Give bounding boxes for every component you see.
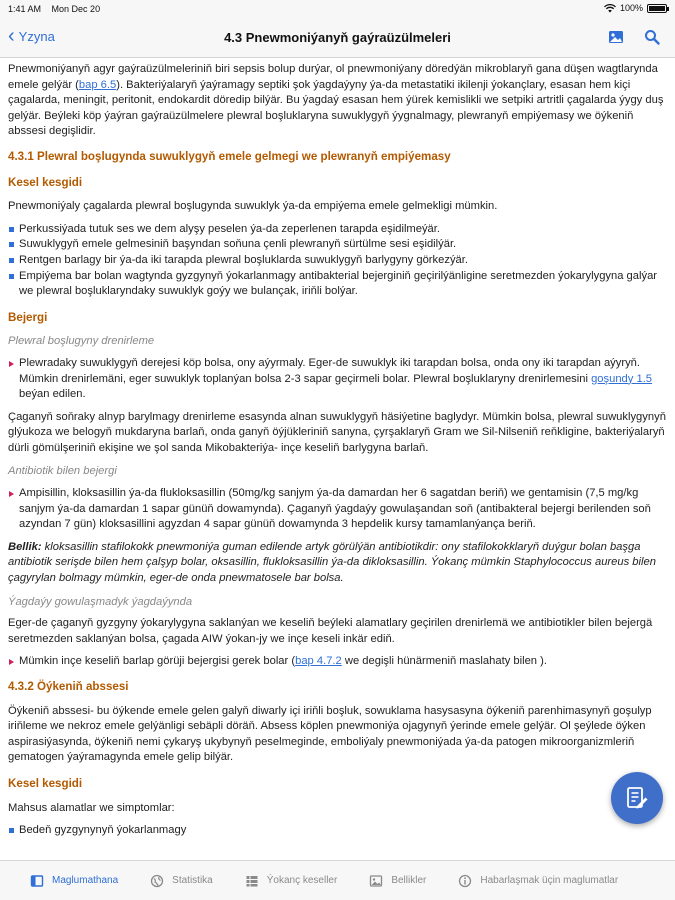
intro-text-end: ). Bakteriýalaryň ýaýramagy septiki şok ýagdaýyny ýa-da metastatiki ikilenji ýokançlary, esasan hem kiçi çagalarda, meningit, peritonit, endokardit döredip bilýär. Bu ýagdaý esasan hem ýürek kemislikli we setpiki artritli çagalarda ýygy duş gelýär. Beýleki köp ýaýran gaýraüzülmelere plewral boşluklaryna suwuklygyň ýygnalmagy, plewranyň empiýemasy we öýkeniň abssesi degişlidir.	[8, 78, 664, 138]
tab-label: Statistika	[172, 875, 213, 886]
battery-fill	[649, 6, 665, 11]
list-item: Perkussiýada tutuk ses we dem alyşy peselen ýa-da zeperlenen tarapda eşidilmeýär.	[8, 222, 667, 238]
section-heading-pleural: 4.3.1 Plewral boşlugynda suwuklygyň emele gelmegi we plewranyň empiýemasy	[8, 149, 451, 163]
edit-note-icon	[624, 785, 650, 811]
list-item: Empiýema bar bolan wagtynda gyzgynyň ýokarlanmagy antibakterial bejerginiň geçirilýänligine seretmezden ýokarylygyna galýar we plewral boşluklaryndaky suwuklyk goýy we bulançak, iriňli bolýar.	[8, 269, 667, 300]
antibiotic-heading: Antibiotik bilen bejergi	[8, 465, 117, 478]
book-icon	[30, 874, 44, 888]
add-note-button[interactable]	[611, 772, 663, 824]
status-right	[604, 3, 667, 13]
abscess-paragraph: Öýkeniň abssesi- bu öýkende emele gelen galyň diwarly içi iriňli boşluk, sowuklama hasysasyna öýkeniň parenhimasynyň goşulyp iriňleme we nekroz emele gelýänligi sebäpli döräň. Absess köplen pnewmoniýa ojagynyň ýerinde emele gelýär. Ol şeýlede öýken aspirasiýasynda, öýkeniň nemi çykaryş ukybynyň peselmeginde, emboliýaly pnewmoniýada ýa-da patogen mikroorganizmleriň gematogen ýaýramagynda emele gelip bilýär.	[8, 704, 652, 764]
treatment-heading: Bejergi	[8, 310, 48, 324]
tab-label: Bellikler	[391, 875, 427, 886]
list-item: Rentgen barlagy bir ýa-da iki tarapda plewral boşluklarda suwuklygyň barlygyny görkezýär.	[8, 253, 667, 269]
chevron-left-icon: ‹	[8, 25, 15, 47]
tab-yokanc-keseller[interactable]	[245, 874, 338, 888]
list-item: Bedeň gyzgynynyň ýokarlanmagy	[8, 823, 667, 839]
link-gosundy-1-5[interactable]: goşundy 1.5	[591, 372, 653, 385]
info-icon	[458, 874, 472, 888]
list-item: Ampisillin, kloksasillin ýa-da flukloksasillin (50mg/kg sanjym ýa-da damardan her 6 sagatdan beriň) we gentamisin (7,5 mg/kg sanjym ýa-da damardan 1 sapar günüň dowamynda). Çaganyň ýagdaýy gowulaşandan soň (antibakteral bejergi berilenden soň azyndan 7 gün) kloksasillini agyzdan 4 sapar günüň dowamynda 3 hepdelik kursy tamamlanýança beriň.	[8, 486, 667, 533]
list-item: Suwuklygyň emele gelmesiniň başyndan soňuna çenli plewranyň sürtülme sesi eşidilýär.	[8, 237, 667, 253]
not-improving-heading: Ýagdaýy gowulaşmadyk ýagdaýynda	[8, 595, 193, 608]
tab-maglumathana[interactable]	[30, 874, 118, 888]
article-content[interactable]	[0, 58, 675, 860]
page-title: 4.3 Pnewmoniýanyň gaýraüzülmeleri	[224, 30, 451, 45]
drainage-paragraph: Çaganyň soňraky alnyp barylmagy drenirleme esasynda alnan suwuklygyň häsiýetine baglydyr. Mümkin bolsa, plewral suwuklygynyň glýukoza we belogyň mukdaryna barlaň, onda ganyň öýjükleriniň sanyna, çyrşaklaryň Gram we Sil-Nilseniň reňkligine, bakteriýalaryň dürli gömülşeriniň ekişine we şol sanda Mikobakteriýa- inçe keseliň barlygyna barlaň.	[8, 410, 666, 454]
tab-label: Ýokanç keseller	[266, 875, 338, 886]
grid-icon	[245, 874, 259, 888]
list-item	[8, 356, 667, 403]
tab-habarlasmak[interactable]	[458, 874, 618, 888]
not-improving-list	[8, 654, 667, 670]
tab-bar	[0, 860, 675, 900]
symptoms-paragraph: Mahsus alamatlar we simptomlar:	[8, 801, 175, 814]
tab-label: Habarlaşmak üçin maglumatlar	[480, 875, 619, 886]
globe-icon	[150, 874, 164, 888]
not-improving-text-end: we degişli hünärmeniň maslahaty bilen ).	[341, 655, 547, 668]
tab-label: Maglumathana	[52, 875, 119, 886]
image-icon	[369, 874, 383, 888]
drainage-text-end: beýan edilen.	[19, 388, 86, 401]
note-label: Bellik:	[8, 540, 42, 553]
status-bar	[0, 0, 675, 18]
battery-icon	[647, 4, 667, 13]
search-icon[interactable]	[643, 28, 661, 46]
intro-text: Pnewmoniýanyň agyr gaýraüzülmeleriniň biri sepsis bolup durýar, ol pnewmoniýany döredýän mikroblaryň gana düşen wagtlarynda emele gelýär (	[8, 63, 658, 91]
tab-bellikler[interactable]	[369, 874, 426, 888]
tab-statistika[interactable]	[150, 874, 213, 888]
back-button-label: Yzyna	[18, 28, 55, 44]
status-left	[8, 4, 108, 14]
note-paragraph	[8, 540, 667, 587]
wifi-icon	[604, 4, 616, 13]
not-improving-text: Mümkin inçe keseliň barlap görüji bejergisi gerek bolar (	[19, 655, 296, 668]
list-item	[8, 654, 667, 670]
drainage-list	[8, 356, 667, 403]
antibiotic-list	[8, 486, 667, 533]
status-time: 1:41 AM	[8, 4, 42, 14]
drainage-heading: Plewral boşlugyny drenirleme	[8, 335, 155, 348]
intro-paragraph	[8, 62, 667, 140]
not-improving-paragraph: Eger-de çaganyň gyzgyny ýokarylygyna saklanýan we keseliň beýleki alamatlary geçirilen drenirlemä we antibiotikler bilen bejergä seretmezden saklanýan bolsa, çagada AIW ýokan-jy we inçe keseli inkär ediň.	[8, 617, 653, 645]
diagnosis-heading: Kesel kesgidi	[8, 175, 83, 189]
diagnosis-heading-2: Kesel kesgidi	[8, 776, 83, 790]
link-bap-4-7-2[interactable]: bap 4.7.2	[295, 655, 342, 668]
note-text: kloksasillin stafilokokk pnewmoniýa guman edilende artyk görülýän antibiotikdir: ony stafilokokklaryň duýgur bolan başga antibiotik serişde bilen hem çalşyp bolar, oksasillin, flukloksasillin ýa-da dikloksasillin. Ýokanç mümkin Staphylococcus aureus bilen çagyrylan bolmagy mümkin, eger-de onda pnewmatosele bar bolsa.	[8, 540, 656, 585]
link-bap-6-5[interactable]: bap 6.5	[78, 78, 117, 91]
symptoms-list	[8, 823, 667, 839]
battery-percent: 100%	[619, 3, 643, 13]
diagnosis-paragraph: Pnewmoniýaly çagalarda plewral boşlugynda suwuklyk ýa-da empiýema emele gelmekligi mümkin.	[8, 200, 498, 213]
image-icon[interactable]	[607, 28, 625, 46]
diagnosis-list	[8, 222, 667, 300]
status-date: Mon Dec 20	[51, 4, 101, 14]
navigation-bar	[0, 18, 675, 58]
drainage-text: Plewradaky suwuklygyň derejesi köp bolsa, ony aýyrmaly. Eger-de suwuklyk iki tarapdan bolsa, onda ony iki tarapdan aýyryň. Mümkin drenirlemäni, eger suwuklyk toplanýan bolsa 2-3 sapar geçirmeli bolar. Plewral boşluklaryny drenirlemesini	[19, 356, 641, 385]
section-heading-abscess: 4.3.2 Öýkeniň abssesi	[8, 680, 129, 693]
